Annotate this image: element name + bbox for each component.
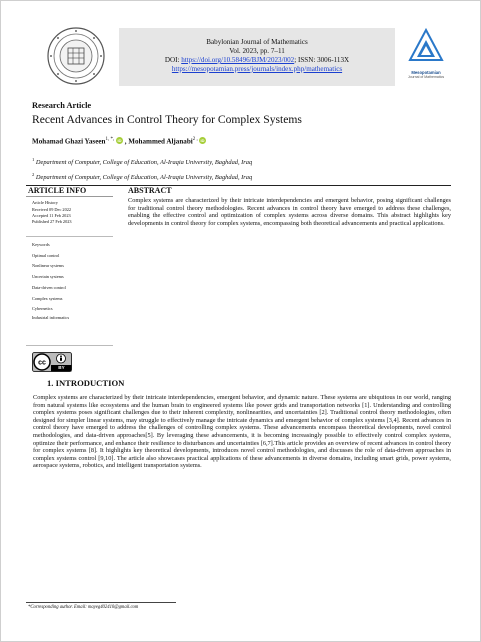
keyword-item: Industrial informatics xyxy=(32,315,70,320)
published-date: Published 27 Feb 2023 xyxy=(32,219,72,224)
doi-prefix: DOI: xyxy=(164,56,182,64)
keyword-item: Nonlinear systems xyxy=(32,263,64,268)
abstract-heading: ABSTRACT xyxy=(128,186,172,195)
article-history-label: Article History xyxy=(32,200,58,205)
keyword-item: Data-driven control xyxy=(32,285,66,290)
author-2: Mohammed Aljanabi xyxy=(128,137,193,146)
journal-url-link[interactable]: https://mesopotamian.press/journals/index.php/mathematics xyxy=(171,65,343,73)
affiliation-1 xyxy=(32,157,252,166)
publisher-logo xyxy=(406,26,446,86)
author-2-sup: 2 , xyxy=(192,137,199,142)
corresponding-author-footnote: *Corresponding author. Email: mayeg402410@gmail.com xyxy=(28,605,139,610)
keyword-item: Complex systems xyxy=(32,296,63,301)
article-type: Research Article xyxy=(32,101,92,110)
keywords-rule xyxy=(26,236,113,237)
svg-text:cc: cc xyxy=(38,359,46,367)
license-label: BY xyxy=(58,365,65,370)
keywords-label: Keywords xyxy=(32,242,50,247)
journal-volume: Vol. 2023, pp. 7–11 xyxy=(229,47,285,55)
doi-link[interactable]: https://doi.org/10.58496/BJM/2023/002 xyxy=(181,56,295,64)
keyword-item: Cybernetics xyxy=(32,306,53,311)
publisher-name: Mesopotamian xyxy=(411,70,441,75)
doi-line xyxy=(119,56,395,64)
affiliation-2-text: Department of Computer, College of Education, Al-Iraqia University, Baghdad, Iraq xyxy=(35,174,253,182)
author-line xyxy=(32,137,206,145)
author-1: Mohamad Ghazi Yaseen xyxy=(32,137,106,146)
author-1-sup: 1, *, xyxy=(105,137,115,142)
introduction-text: Complex systems are characterized by their intricate interdependencies, emergent behavior, and dynamic nature. These systems are ubiquitous in our world, ranging from natural systems like ecosystems and the human brain to engineered systems like power grids and transportation networks [1]. Understanding and controlling complex systems poses significant challenges due to their inherent complexity, nonlinearities, and uncertainties [2]. Traditional control theory methodologies, often designed for simpler linear systems, may struggle to effectively manage the intricate dynamics and emergent behavior of complex systems [3,4]. Recent advances in control theory have emerged to address the challenges of controlling complex systems. These advancements encompass theoretical developments, novel control methodologies, and data-driven approaches[5]. By leveraging these advancements, it is becoming increasingly possible to effectively control complex systems, optimize their performance, and enhance their resilience to disturbances and uncertainties [6,7].This article provides an overview of recent advances in control theory for complex systems [8]. It highlights key theoretical developments, introduces novel control methodologies, and discusses the role of data-driven approaches in complex systems control [9,10]. The article also showcases practical applications of these advancements in diverse domains, including smart grids, power systems, aerospace systems, robotics, and intelligent transportation systems. xyxy=(33,394,451,470)
abstract-text: Complex systems are characterized by their intricate interdependencies and emergent behavior, posing significant challenges for traditional control theory methodologies. Recent advances in control theory have emerged to address these challenges, enabling the effective control and optimization of complex systems across diverse domains. This abstract highlights key developments in control theory for complex systems, encompassing both theoretical advancements and practical applications. xyxy=(128,197,451,227)
license-rule xyxy=(26,345,113,346)
keyword-item: Uncertain systems xyxy=(32,274,64,279)
publisher-subtitle: Journal of Mathematics xyxy=(407,75,445,79)
journal-url-line xyxy=(119,65,395,73)
affiliation-1-num: 1 xyxy=(32,157,35,162)
introduction-heading: 1. INTRODUCTION xyxy=(47,378,125,388)
creative-commons-icon[interactable] xyxy=(32,352,72,372)
footnote-rule xyxy=(26,602,176,603)
keyword-item: Optimal control xyxy=(32,253,60,258)
article-info-heading: ARTICLE INFO xyxy=(28,186,87,195)
issn: ; ISSN: 3006-113X xyxy=(294,56,350,64)
affiliation-2-num: 2 xyxy=(32,172,35,177)
received-date: Received 09 Dec 2022 xyxy=(32,207,72,212)
journal-name: Babylonian Journal of Mathematics xyxy=(206,38,308,46)
accepted-date: Accepted 11 Feb 2023 xyxy=(32,213,71,218)
orcid-icon[interactable]: iD xyxy=(117,138,122,144)
section-rule xyxy=(26,185,451,186)
affiliation-1-text: Department of Computer, College of Education, Al-Iraqia University, Baghdad, Iraq xyxy=(35,159,253,167)
info-rule xyxy=(26,196,113,197)
triangle-logo-icon xyxy=(406,26,446,70)
author-separator: , xyxy=(122,137,129,146)
journal-seal-logo xyxy=(46,26,106,86)
article-title: Recent Advances in Control Theory for Complex Systems xyxy=(32,113,302,126)
orcid-icon[interactable]: iD xyxy=(200,138,205,144)
affiliation-2 xyxy=(32,172,252,181)
